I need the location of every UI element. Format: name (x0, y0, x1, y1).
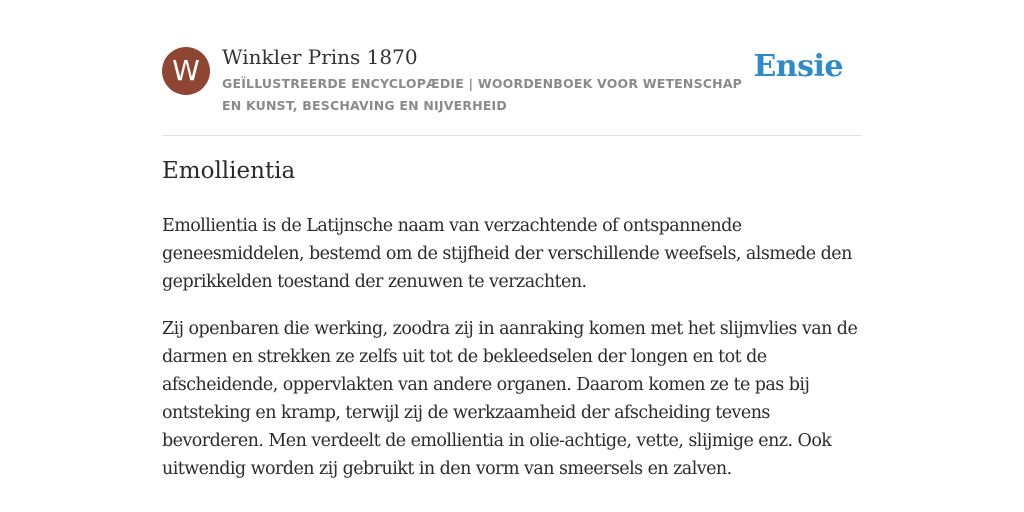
entry-title: Emollientia (162, 158, 296, 184)
header-divider (162, 135, 862, 136)
entry-paragraph: Emollientia is de Latijnsche naam van verzachtende of ontspannende geneesmiddelen, bestemd om de stijfheid der verschillende weefsels, alsmede den geprikkelden toestand der zenuwen te verzachten. (162, 216, 852, 292)
source-subtitle: GEÏLLUSTREERDE ENCYCLOPÆDIE | WOORDENBOEK VOOR WETENSCHAP EN KUNST, BESCHAVING EN NIJVERHEID (222, 76, 743, 113)
source-title[interactable]: Winkler Prins 1870 (222, 45, 418, 69)
entry-paragraph: Zij openbaren die werking, zoodra zij in aanraking komen met het slijmvlies van de darmen en strekken ze zelfs uit tot de bekleedselen der longen en tot de afscheidende, oppervlakten van andere organen. Daarom komen ze te pas bij ontsteking en kramp, terwijl zij de werkzaamheid der afscheiding tevens bevorderen. Men verdeelt de emollientia in olie-achtige, vette, slijmige enz. Ook uitwendig worden zij gebruikt in den vorm van smeersels en zalven. (162, 319, 858, 479)
source-header (162, 44, 862, 136)
source-avatar[interactable]: W (162, 47, 210, 95)
ensie-logo[interactable]: Ensie (753, 49, 843, 84)
entry-body (162, 212, 862, 502)
